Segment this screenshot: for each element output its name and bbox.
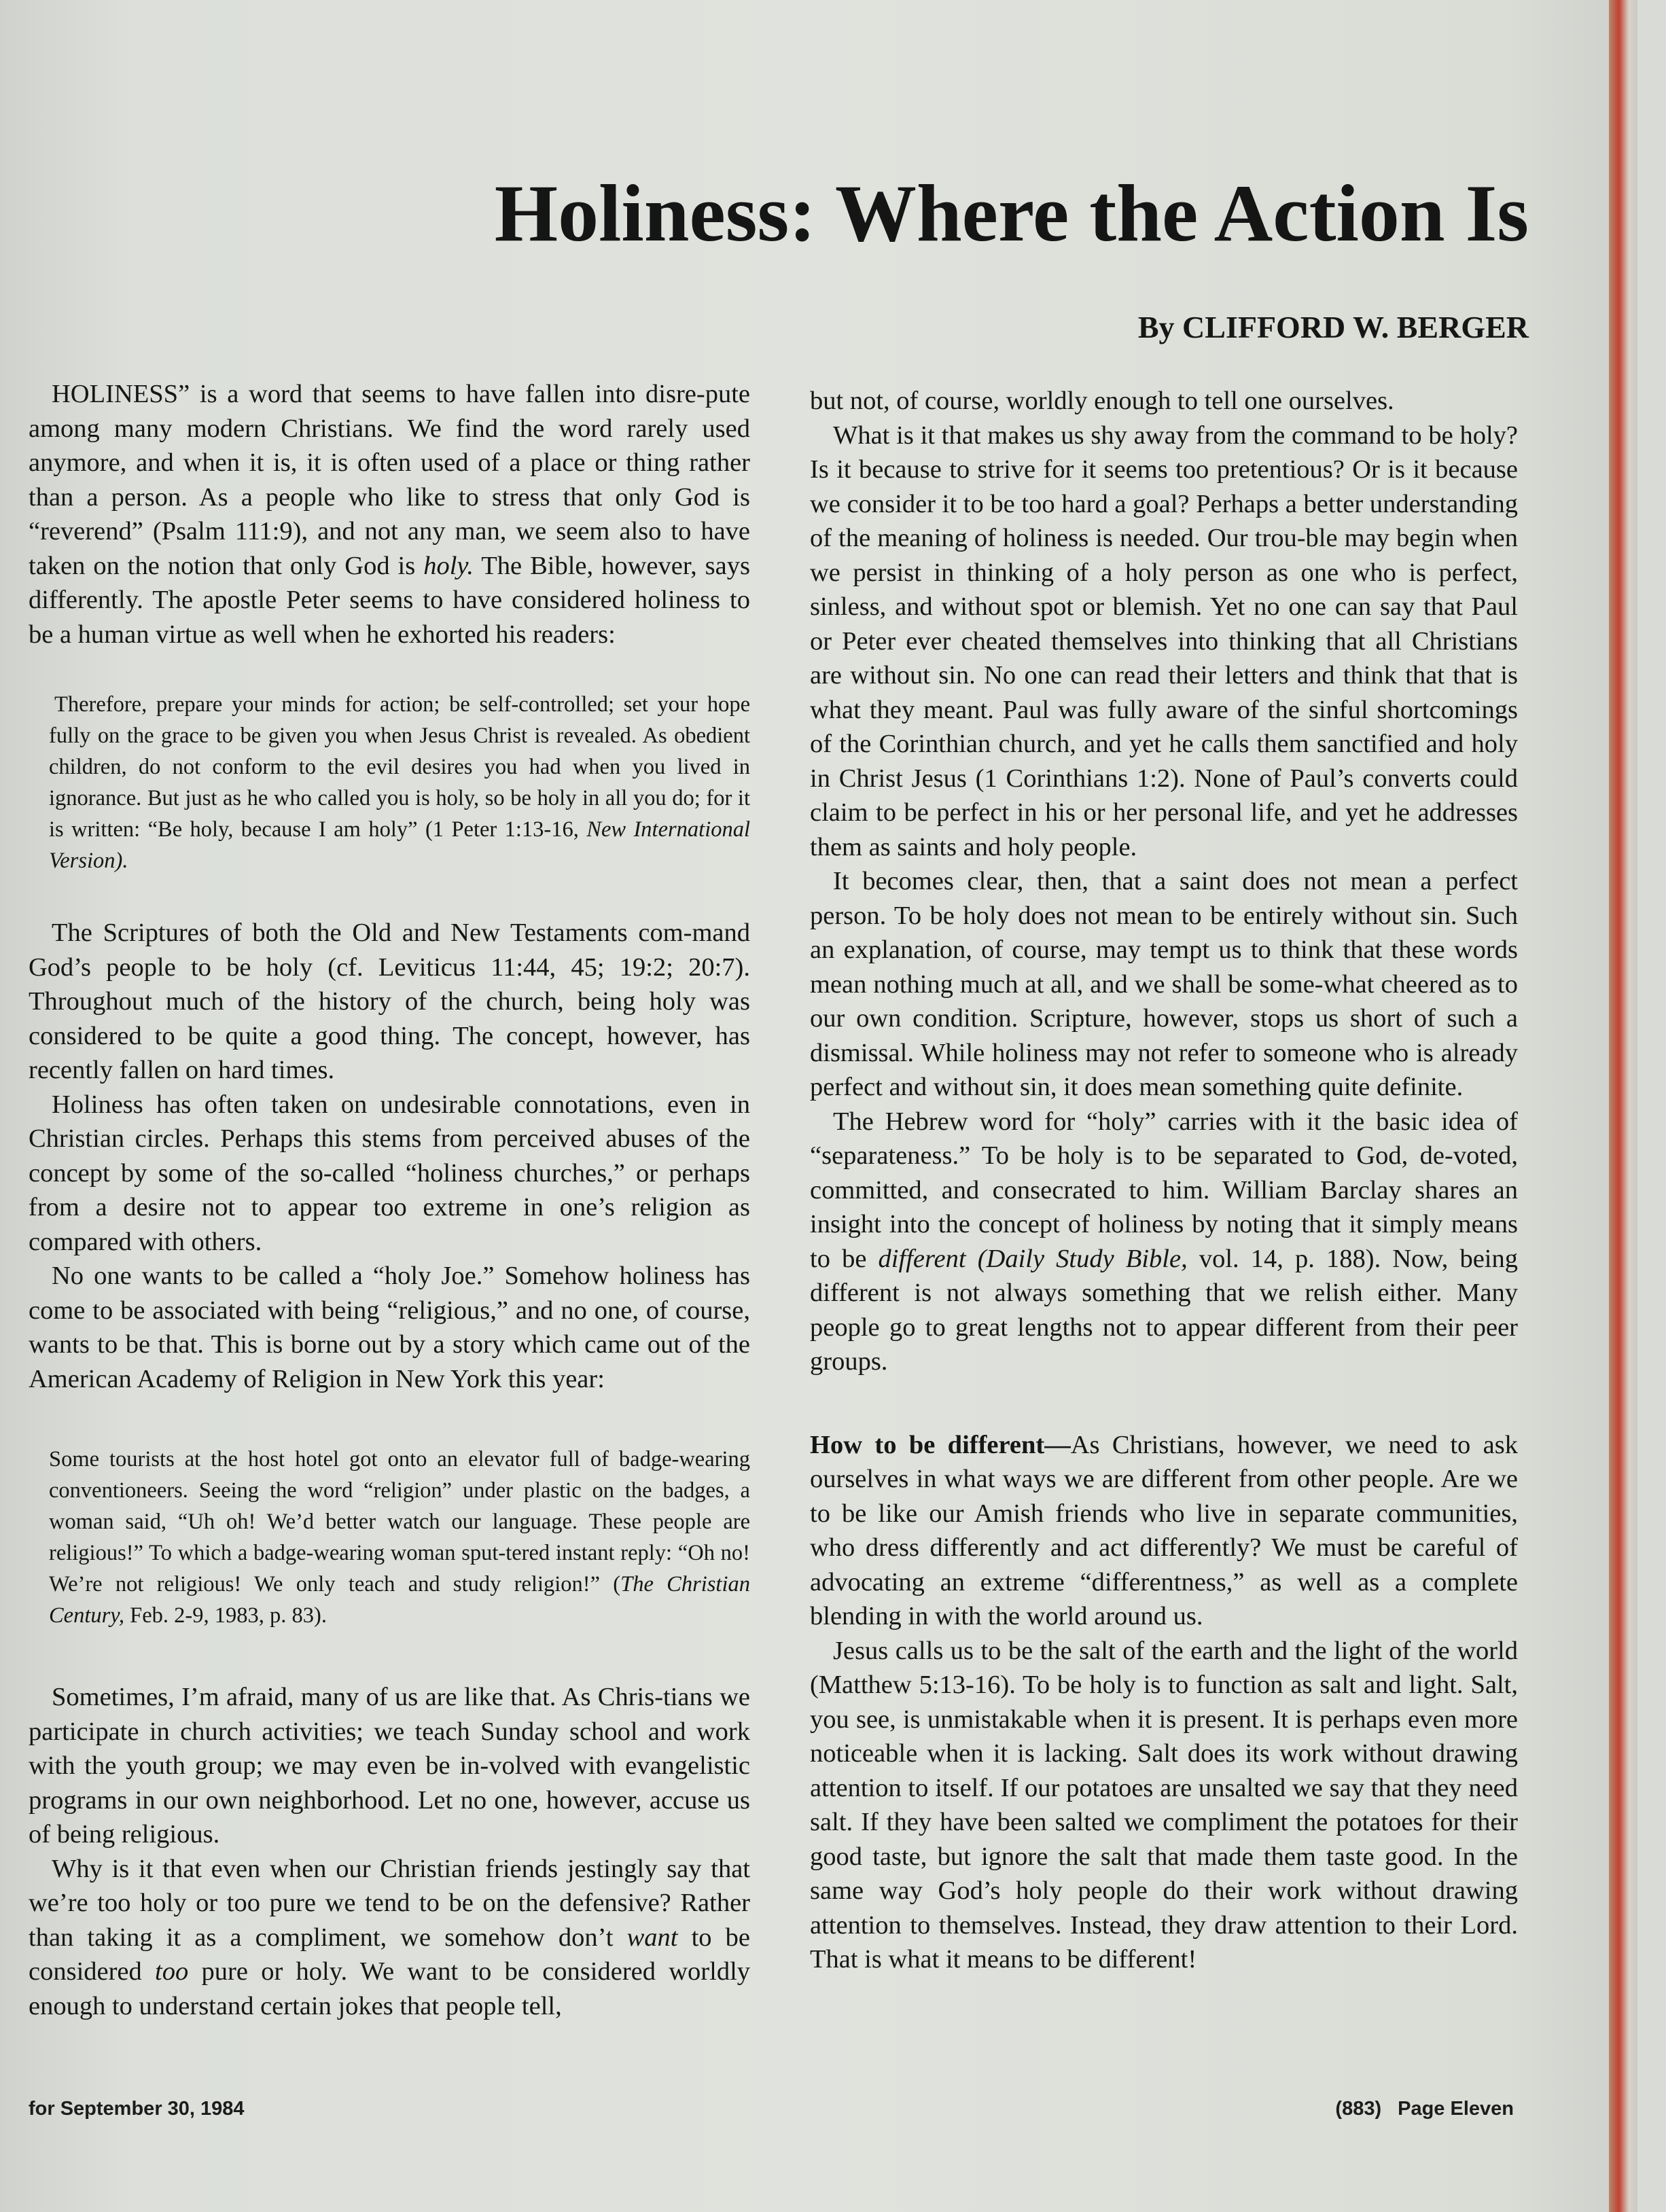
footer-page	[1335, 2098, 1514, 2120]
left-column	[29, 377, 750, 2023]
paragraph: Jesus calls us to be the salt of the earth and the light of the world (Matthew 5:13-16). To be holy is to function as salt and light. Salt, you see, is unmistakable when it is present. It is perhaps even more noticeable when it is lacking. Salt does its work without drawing attention to itself. If our potatoes are unsalted we say that they need salt. If they have been salted we compliment the potatoes for their good taste, but ignore the salt that made them taste good. In the same way God’s holy people do their work without drawing attention to themselves. Instead, they draw attention to their Lord. That is what it means to be different!	[810, 1636, 1518, 1974]
section	[810, 1428, 1518, 1977]
page-edge-binding	[1609, 0, 1637, 2212]
footer-date: for September 30, 1984	[29, 2098, 245, 2120]
section-subhead: How to be different—	[810, 1430, 1071, 1459]
scripture-quote: Therefore, prepare your minds for action; be self-controlled; set your hope fully on the grace to be given you when Jesus Christ is revealed. As obedient children, do not conform to the evil desires you had when you lived in ignorance. But just as he who called you is holy, so be holy in all you do; for it is written: “Be holy, because I am holy” (1 Peter 1:13-16, New International Version).	[49, 692, 751, 873]
article-title: Holiness: Where the Action Is	[494, 168, 1529, 258]
paragraph: What is it that makes us shy away from the command to be holy? Is it because to strive for it seems too pretentious? Or is it because we consider it to be too hard a goal? Perhaps a better understanding of the meaning of holiness is needed. Our trou-ble may begin when we persist in thinking of a holy person as one who is perfect, sinless, and without spot or blemish. Yet no one can say that Paul or Peter ever cheated themselves into thinking that all Christians are without sin. No one can read their letters and think that that is what they meant. Paul was fully aware of the sinful shortcomings of the Corinthian church, and yet he calls them sanctified and holy in Christ Jesus (1 Corinthians 1:2). None of Paul’s converts could claim to be perfect in his or her personal life, and yet he addresses them as saints and holy people.	[810, 421, 1518, 861]
right-column	[810, 384, 1518, 1977]
paragraph: Holiness has often taken on undesirable connotations, even in Christian circles. Perhaps this stems from perceived abuses of the concept by some of the so-called “holiness churches,” or perhaps from a desire not to appear too extreme in one’s religion as compared with others.	[29, 1090, 750, 1256]
paragraph: HOLINESS” is a word that seems to have fallen into disre-pute among many modern Christians. We find the word rarely used anymore, and when it is, it is often used of a place or thing rather than a person. As a people who like to stress that only God is “reverend” (Psalm 111:9), and not any man, we seem also to have taken on the notion that only God is holy. The Bible, however, says differently. The apostle Peter seems to have considered holiness to be a human virtue as well when he exhorted his readers:	[29, 380, 750, 649]
paragraph: but not, of course, worldly enough to tell one ourselves.	[810, 387, 1394, 415]
paragraph: It becomes clear, then, that a saint does not mean a perfect person. To be holy does not mean to be entirely without sin. Such an explanation, of course, may tempt us to think that these words mean nothing much at all, and we shall be some-what cheered as to our own condition. Scripture, however, stops us short of such a dismissal. While holiness may not refer to someone who is already perfect and without sin, it does mean something quite definite.	[810, 867, 1518, 1101]
page-number: Page Eleven	[1398, 2098, 1514, 2120]
paragraph: Why is it that even when our Christian friends jestingly say that we’re too holy or too pure we tend to be on the defensive? Rather than taking it as a compliment, we somehow don’t want to be considered too pure or holy. We want to be considered worldly enough to understand certain jokes that people tell,	[29, 1854, 751, 2020]
paragraph: No one wants to be called a “holy Joe.” Somehow holiness has come to be associated with being “religious,” and no one, of course, wants to be that. This is borne out by a story which came out of the American Academy of Religion in New York this year:	[29, 1262, 750, 1393]
paragraph: How to be different—As Christians, however, we need to ask ourselves in what ways we are different from other people. Are we to be like our Amish friends who live in separate communities, who dress differently and act differently? We must be careful of advocating an extreme “differentness,” as well as a complete blending in with the world around us.	[810, 1430, 1519, 1630]
anecdote-quote: Some tourists at the host hotel got onto an elevator full of badge-wearing conventioneers. Seeing the word “religion” under plastic on the badges, a woman said, “Uh oh! We’d better watch our language. These people are religious!” To which a badge-wearing woman sput-tered instant reply: “Oh no! We’re not religious! We only teach and study religion!” (The Christian Century, Feb. 2-9, 1983, p. 83).	[49, 1447, 750, 1628]
folio-number: (883)	[1335, 2098, 1382, 2120]
paragraph: The Scriptures of both the Old and New Testaments com-mand God’s people to be holy (cf. Leviticus 11:44, 45; 19:2; 20:7). Throughout much of the history of the church, being holy was considered to be quite a good thing. The concept, however, has recently fallen on hard times.	[29, 918, 750, 1084]
article-byline: By CLIFFORD W. BERGER	[1137, 310, 1529, 344]
paragraph: The Hebrew word for “holy” carries with it the basic idea of “separateness.” To be holy is to be separated to God, de-voted, committed, and consecrated to him. William Barclay shares an insight into the concept of holiness by noting that it simply means to be different (Daily Study Bible, vol. 14, p. 188). Now, being different is not always something that we relish either. Many people go to great lengths not to appear different from their peer groups.	[810, 1107, 1518, 1376]
paragraph: Sometimes, I’m afraid, many of us are like that. As Chris-tians we participate in church activities; we teach Sunday school and work with the youth group; we may even be in-volved with evangelistic programs in our own neighborhood. Let no one, however, accuse us of being religious.	[29, 1683, 750, 1849]
